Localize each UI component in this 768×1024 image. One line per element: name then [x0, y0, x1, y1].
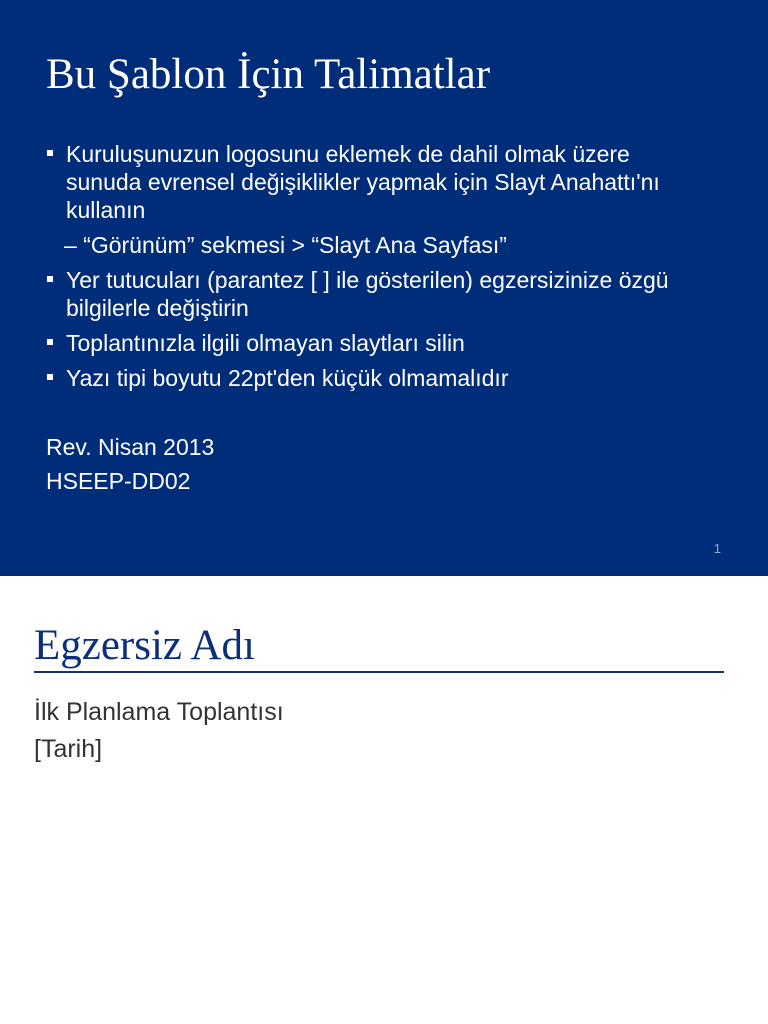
- document-code: HSEEP-DD02: [46, 468, 191, 494]
- subtitle-block: [34, 694, 284, 768]
- square-bullet-icon: [47, 339, 53, 345]
- instruction-bullet: [46, 364, 706, 392]
- instruction-bullet: [46, 329, 706, 357]
- title-slide: [0, 576, 768, 1024]
- instruction-sub-bullet: [46, 231, 706, 259]
- square-bullet-icon: [47, 276, 53, 282]
- instruction-text: Yazı tipi boyutu 22pt'den küçük olmamalıdır: [66, 365, 509, 391]
- revision-block: [46, 430, 214, 498]
- instruction-sub-text: – “Görünüm” sekmesi > “Slayt Ana Sayfası”: [64, 232, 507, 258]
- meeting-name: İlk Planlama Toplantısı: [34, 698, 284, 726]
- instructions-list: [46, 140, 706, 399]
- square-bullet-icon: [47, 150, 53, 156]
- revision-date: Rev. Nisan 2013: [46, 434, 215, 460]
- slide-number: 1: [713, 541, 721, 556]
- square-bullet-icon: [47, 374, 53, 380]
- title-divider: [34, 671, 724, 673]
- instructions-title: Bu Şablon İçin Talimatlar: [46, 51, 491, 98]
- exercise-title: Egzersiz Adı: [34, 622, 255, 669]
- instruction-text: Toplantınızla ilgili olmayan slaytları silin: [66, 330, 465, 356]
- instruction-text: Yer tutucuları (parantez [ ] ile gösterilen) egzersizinize özgü bilgilerle değiştirin: [66, 267, 669, 321]
- date-placeholder: [Tarih]: [34, 735, 103, 763]
- instruction-text: Kuruluşunuzun logosunu eklemek de dahil olmak üzere sunuda evrensel değişiklikler yapmak için Slayt Anahattı'nı kullanın: [66, 141, 660, 223]
- instruction-bullet: [46, 140, 706, 224]
- instruction-bullet: [46, 266, 706, 322]
